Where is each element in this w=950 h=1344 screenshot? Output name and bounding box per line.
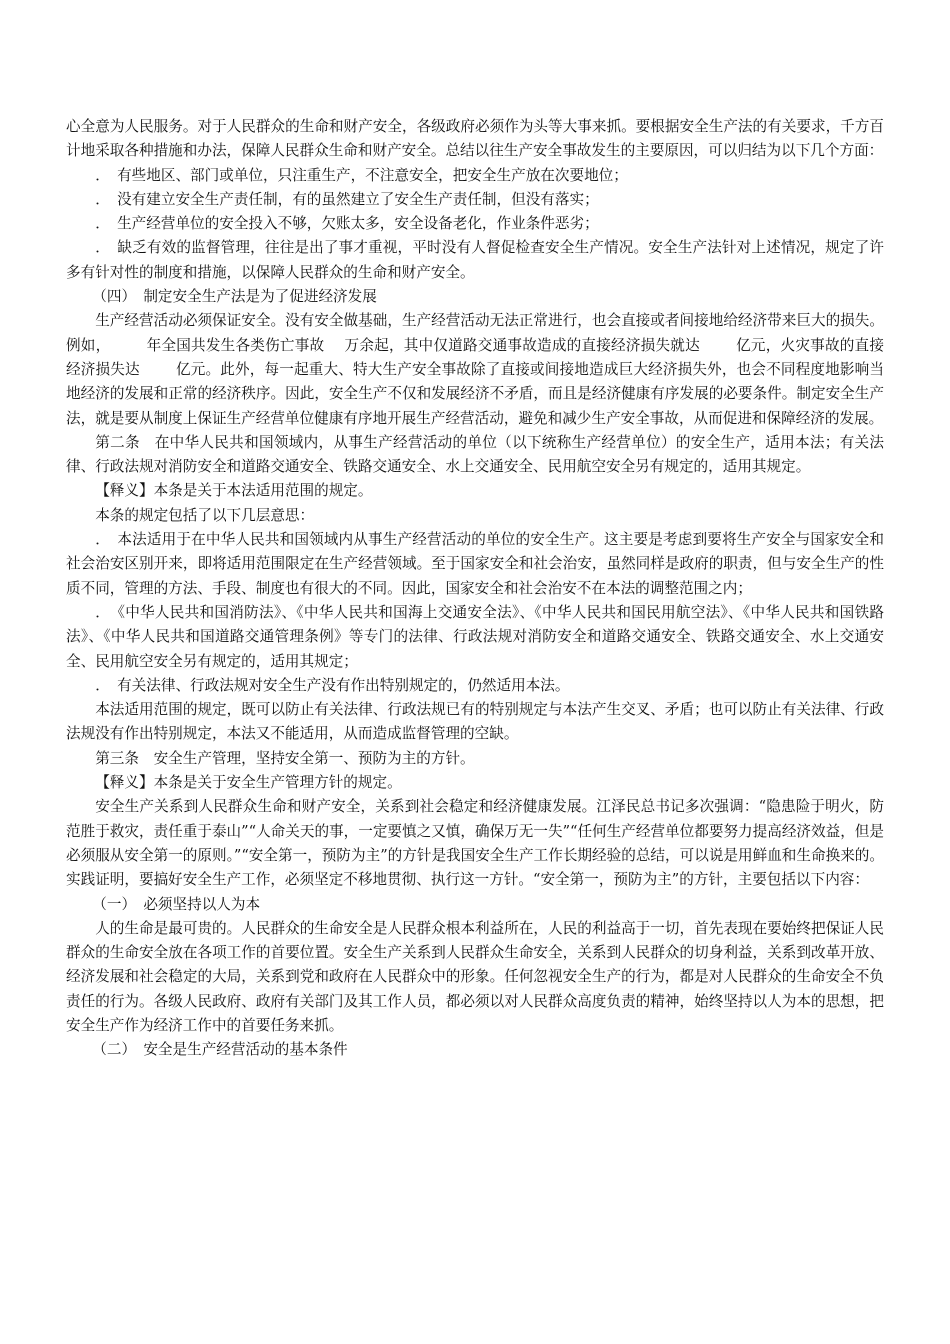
interpretation-heading: 【释义】本条是关于本法适用范围的规定。 [95,482,373,500]
paragraph: 安全生产关系到人民群众生命和财产安全，关系到社会稳定和经济健康发展。江泽民总书记多次强调：“隐患险于明火，防范胜于救灾，责任重于泰山”“人命关天的事，一定要慎之又慎，确保万无一失”“任何生产经营单位都要努力提高经济效益，但是必须服从安全第一的原则。”“安全第一，预防为主”的方针是我国安全生产工作长期经验的总结，可以说是用鲜血和生命换来的。实践证明，要搞好安全生产工作，必须坚定不移地贯彻、执行这一方针。“安全第一，预防为主”的方针，主要包括以下内容： [66,798,884,889]
paragraph-segment: 万余起，其中仅道路交通事故造成的直接经济损失就达 [344,336,700,354]
paragraph: 心全意为人民服务。对于人民群众的生命和财产安全，各级政府必须作为头等大事来抓。要根据安全生产法的有关要求，千方百计地采取各种措施和办法，保障人民群众生命和财产安全。总结以往生产安全事故发生的主要原因，可以归结为以下几个方面： [66,118,884,160]
list-item: ． 有些地区、部门或单位，只注重生产，不注意安全，把安全生产放在次要地位； [95,166,628,184]
section-heading: （二） 安全是生产经营活动的基本条件 [92,1041,348,1059]
list-item: ． 没有建立安全生产责任制，有的虽然建立了安全生产责任制，但没有落实； [95,190,599,208]
paragraph: 人的生命是最可贵的。人民群众的生命安全是人民群众根本利益所在，人民的利益高于一切，首先表现在要始终把保证人民群众的生命安全放在各项工作的首要位置。安全生产关系到人民群众生命安全，关系到人民群众的切身利益，关系到改革开放、经济发展和社会稳定的大局，关系到党和政府在人民群众中的形象。任何忽视安全生产的行为，都是对人民群众的生命安全不负责任的行为。各级人民政府、政府有关部门及其工作人员，都必须以对人民群众高度负责的精神，始终坚持以人为本的思想，把安全生产作为经济工作中的首要任务来抓。 [66,919,884,1034]
article-paragraph: 第二条 在中华人民共和国领域内，从事生产经营活动的单位（以下统称生产经营单位）的安全生产，适用本法；有关法律、行政法规对消防安全和道路交通安全、铁路交通安全、水上交通安全、民用航空安全另有规定的，适用其规定。 [66,433,884,476]
paragraph-segment: 亿元，火灾事故的直接经济损失达 [66,336,884,378]
article-paragraph: 第三条 安全生产管理，坚持安全第一、预防为主的方针。 [95,749,475,767]
paragraph: 本法适用范围的规定，既可以防止有关法律、行政法规已有的特别规定与本法产生交叉、矛盾；也可以防止有关法律、行政法规没有作出特别规定，本法又不能适用，从而造成监督管理的空缺。 [66,701,884,743]
list-item: ． 缺乏有效的监督管理，往往是出了事才重视，平时没有人督促检查安全生产情况。安全生产法针对上述情况，规定了许多有针对性的制度和措施，以保障人民群众的生命和财产安全。 [66,239,884,281]
section-heading: （一） 必须坚持以人为本 [92,895,261,913]
list-item: ． 本法适用于在中华人民共和国领域内从事生产经营活动的单位的安全生产。这主要是考虑到要将生产安全与国家安全和社会治安区别开来，即将适用范围限定在生产经营领域。至于国家安全和社会治安，虽然同样是政府的职责，但与安全生产的性质不同，管理的方法、手段、制度也有很大的不同。因此，国家安全和社会治安不在本法的调整范围之内； [66,531,884,597]
paragraph: 本条的规定包括了以下几层意思： [95,506,315,524]
paragraph-segment: 年全国共发生各类伤亡事故 [146,336,325,354]
list-item: ． 有关法律、行政法规对安全生产没有作出特别规定的，仍然适用本法。 [95,676,570,694]
paragraph [66,309,884,430]
paragraph-segment: 亿元。此外，每一起重大、特大生产安全事故除了直接或间接地造成巨大经济损失外，也会不同程度地影响当地经济的发展和正常的经济秩序。因此，安全生产不仅和发展经济不矛盾，而且是经济健康有序发展的必要条件。制定安全生产法，就是要从制度上保证生产经营单位健康有序地开展生产经营活动，避免和减少生产安全事故，从而促进和保障经济的发展。 [66,360,884,427]
section-heading: （四） 制定安全生产法是为了促进经济发展 [92,288,377,306]
list-item: ． 生产经营单位的安全投入不够，欠账太多，安全设备老化，作业条件恶劣； [95,215,599,233]
paragraph-segment: 生产经营活动必须保证安全。没有安全做基础，生产经营活动无法正常进行，也会直接或者间接地给经济带来巨大的损失。例如， [66,312,884,354]
list-item: ． 《中华人民共和国消防法》、《中华人民共和国海上交通安全法》、《中华人民共和国民用航空法》、《中华人民共和国铁路法》、《中华人民共和国道路交通管理条例》等专门的法律、行政法规对消防安全和道路交通安全、铁路交通安全、水上交通安全、民用航空安全另有规定的，适用其规定； [66,603,884,670]
interpretation-heading: 【释义】本条是关于安全生产管理方针的规定。 [95,774,402,792]
